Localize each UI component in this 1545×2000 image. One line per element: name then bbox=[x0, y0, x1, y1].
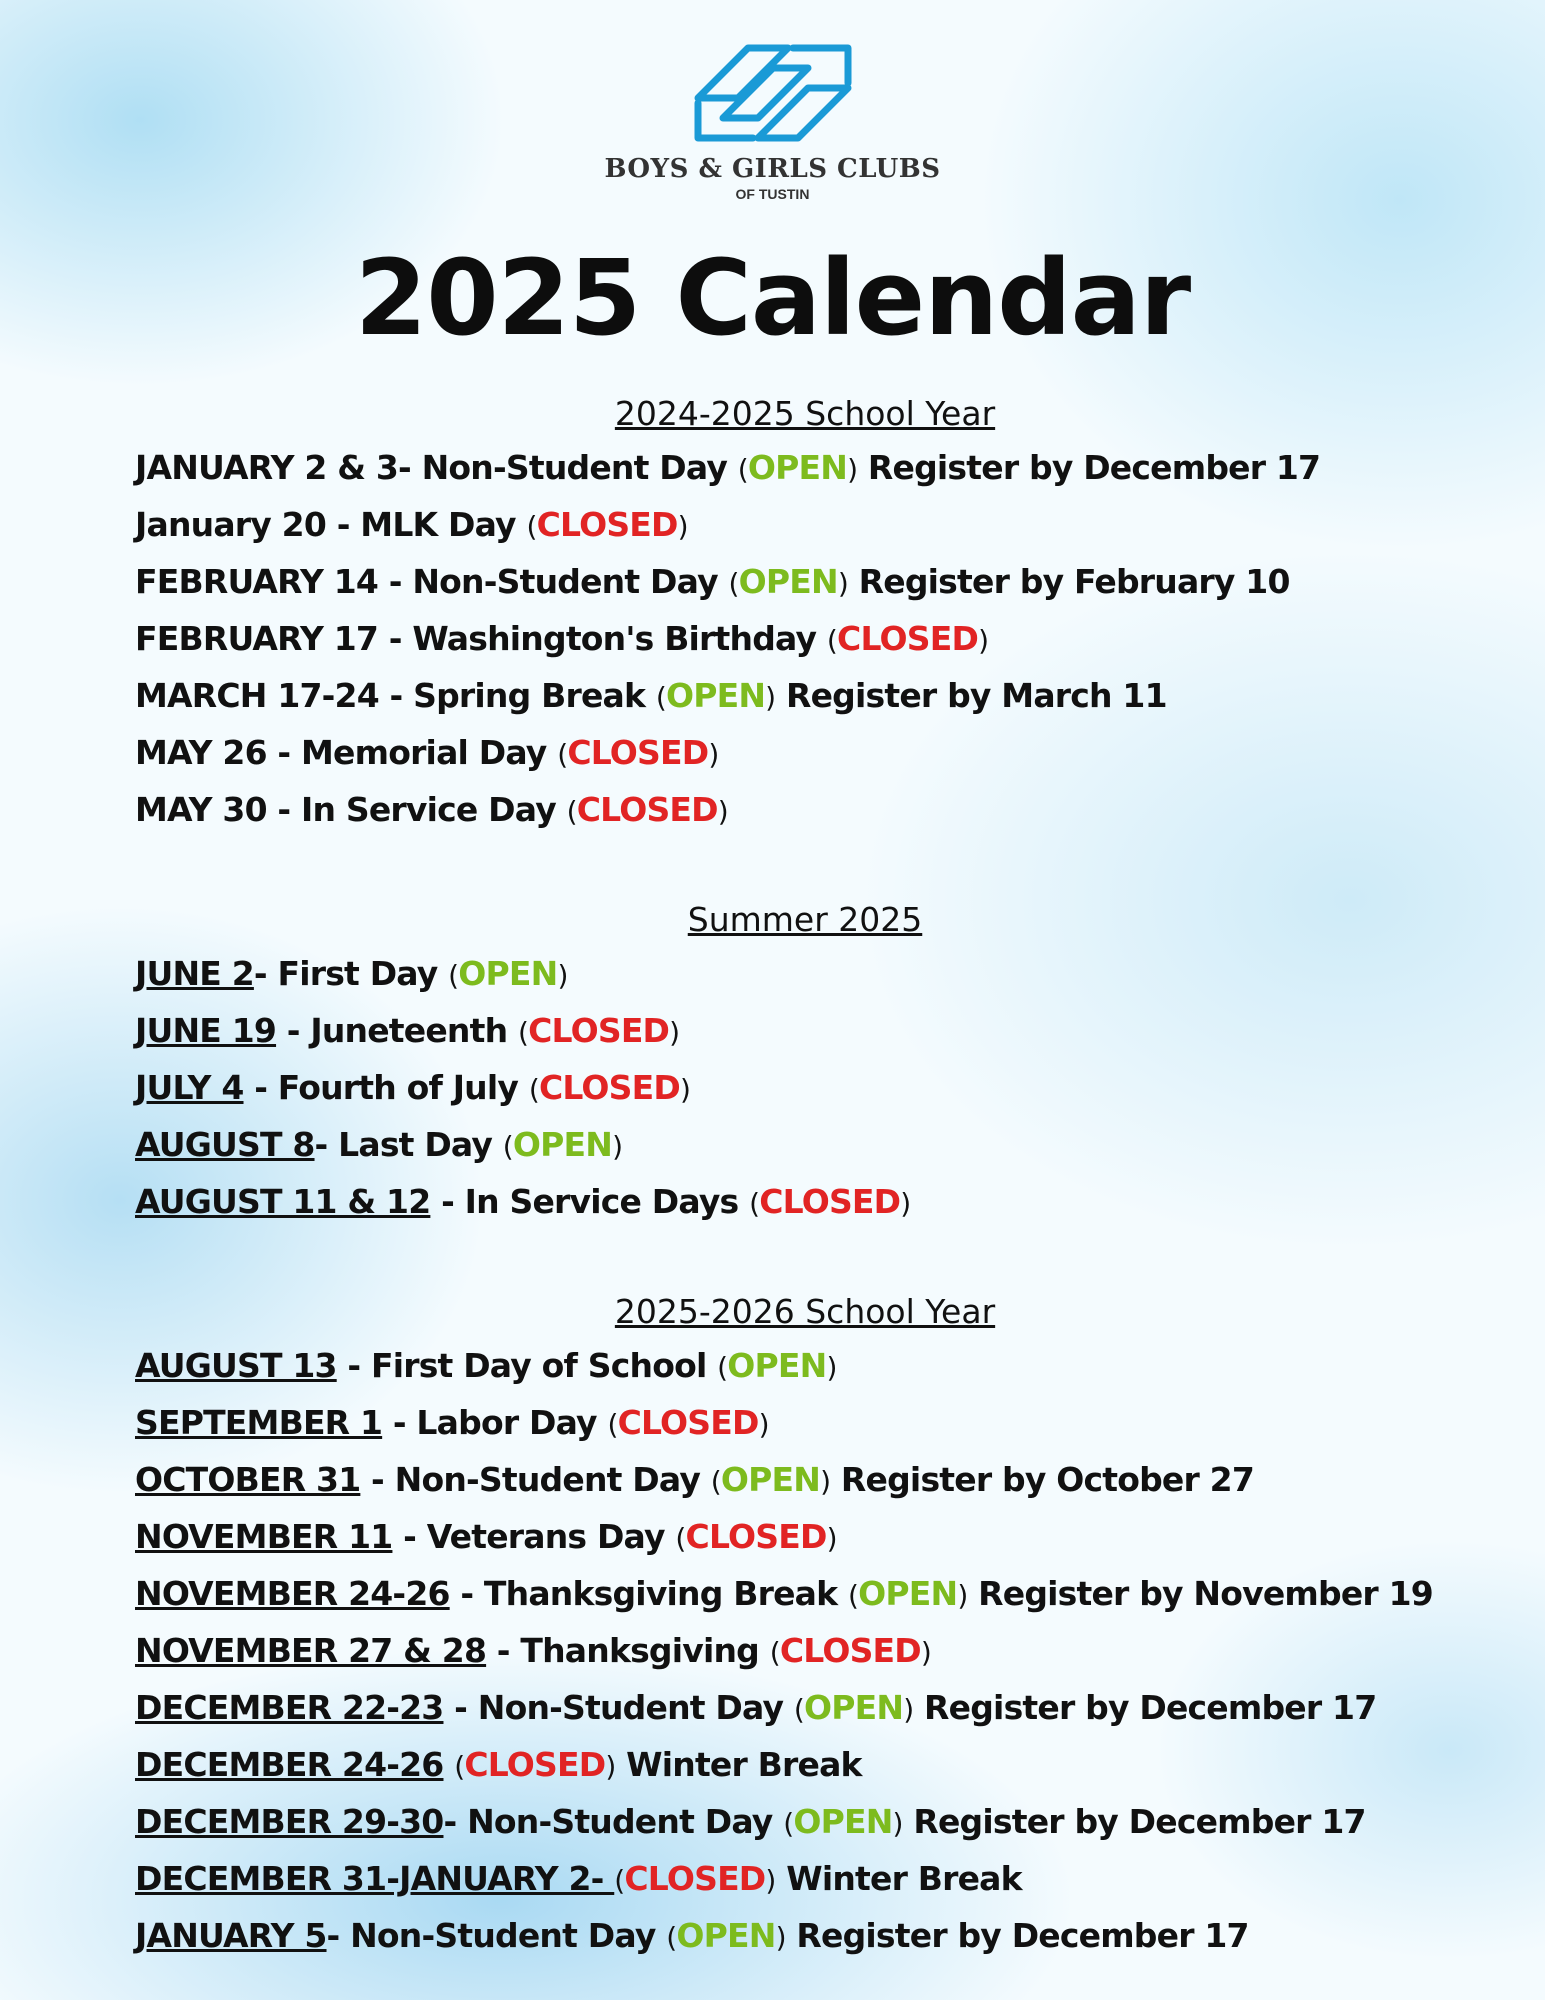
status-open-badge: OPEN bbox=[665, 676, 766, 715]
event-description: - Non-Student Day bbox=[378, 562, 718, 601]
status-closed-badge: CLOSED bbox=[567, 733, 709, 772]
calendar-event-row: NOVEMBER 24-26 - Thanksgiving Break (OPEN) Register by November 19 bbox=[135, 1574, 1433, 1613]
event-note: Register by March 11 bbox=[775, 676, 1167, 715]
event-date: NOVEMBER 27 & 28 bbox=[135, 1631, 487, 1670]
calendar-event-row: DECEMBER 31-JANUARY 2- (CLOSED) Winter Break bbox=[135, 1859, 1022, 1898]
event-date: NOVEMBER 11 bbox=[135, 1517, 393, 1556]
event-date: OCTOBER 31 bbox=[135, 1460, 361, 1499]
event-date: AUGUST 13 bbox=[135, 1346, 337, 1385]
event-date: DECEMBER 22-23 bbox=[135, 1688, 444, 1727]
status-open-badge: OPEN bbox=[727, 1346, 827, 1385]
calendar-event-row: DECEMBER 29-30- Non-Student Day (OPEN) Register by December 17 bbox=[135, 1802, 1366, 1841]
event-note: Register by December 17 bbox=[902, 1802, 1366, 1841]
status-open-badge: OPEN bbox=[793, 1802, 893, 1841]
event-description: - In Service Day bbox=[266, 790, 556, 829]
event-description: - Thanksgiving Break bbox=[449, 1574, 838, 1613]
status-closed-badge: CLOSED bbox=[536, 505, 678, 544]
event-description: - Memorial Day bbox=[266, 733, 547, 772]
calendar-event-row: SEPTEMBER 1 - Labor Day (CLOSED) bbox=[135, 1403, 769, 1442]
calendar-event-row: JANUARY 5- Non-Student Day (OPEN) Register by December 17 bbox=[135, 1916, 1249, 1955]
section-heading: Summer 2025 bbox=[687, 900, 923, 939]
org-logo bbox=[0, 38, 1545, 202]
calendar-event-row: MAY 30 - In Service Day (CLOSED) bbox=[135, 790, 728, 829]
calendar-event-row: FEBRUARY 14 - Non-Student Day (OPEN) Register by February 10 bbox=[135, 562, 1290, 601]
section-spacer bbox=[135, 839, 1515, 894]
section-heading: 2025-2026 School Year bbox=[614, 1292, 996, 1331]
status-closed-badge: CLOSED bbox=[759, 1182, 901, 1221]
event-description: - Thanksgiving bbox=[486, 1631, 760, 1670]
status-open-badge: OPEN bbox=[747, 448, 848, 487]
event-date: JULY 4 bbox=[135, 1068, 244, 1107]
section-heading: 2024-2025 School Year bbox=[614, 394, 996, 433]
status-open-badge: OPEN bbox=[858, 1574, 958, 1613]
event-description bbox=[443, 1745, 454, 1784]
event-date: DECEMBER 29-30 bbox=[135, 1802, 444, 1841]
calendar-event-row: NOVEMBER 27 & 28 - Thanksgiving (CLOSED) bbox=[135, 1631, 931, 1670]
status-open-badge: OPEN bbox=[458, 954, 558, 993]
event-date: DECEMBER 24-26 bbox=[135, 1745, 444, 1784]
event-note: Register by February 10 bbox=[847, 562, 1290, 601]
event-date: January 20 bbox=[135, 505, 326, 544]
status-closed-badge: CLOSED bbox=[576, 790, 718, 829]
calendar-event-row: AUGUST 11 & 12 - In Service Days (CLOSED) bbox=[135, 1182, 911, 1221]
calendar-event-row: MARCH 17-24 - Spring Break (OPEN) Register by March 11 bbox=[135, 676, 1167, 715]
status-closed-badge: CLOSED bbox=[685, 1517, 827, 1556]
event-description: - Fourth of July bbox=[243, 1068, 519, 1107]
calendar-event-row: AUGUST 8- Last Day (OPEN) bbox=[135, 1125, 623, 1164]
event-description: - Veterans Day bbox=[392, 1517, 665, 1556]
calendar-event-row: DECEMBER 24-26 (CLOSED) Winter Break bbox=[135, 1745, 862, 1784]
calendar-content bbox=[135, 388, 1515, 1965]
calendar-event-row: JULY 4 - Fourth of July (CLOSED) bbox=[135, 1068, 691, 1107]
event-description: - Non-Student Day bbox=[398, 448, 728, 487]
status-open-badge: OPEN bbox=[512, 1125, 613, 1164]
event-description: - MLK Day bbox=[326, 505, 516, 544]
event-date: FEBRUARY 17 bbox=[135, 619, 379, 658]
event-date: JANUARY 2 & 3 bbox=[135, 448, 399, 487]
calendar-event-row: DECEMBER 22-23 - Non-Student Day (OPEN) Register by December 17 bbox=[135, 1688, 1377, 1727]
event-date: AUGUST 8 bbox=[135, 1125, 315, 1164]
event-note: Register by November 19 bbox=[967, 1574, 1433, 1613]
event-date: SEPTEMBER 1 bbox=[135, 1403, 383, 1442]
event-date: JANUARY 5 bbox=[135, 1916, 327, 1955]
event-description: - Spring Break bbox=[378, 676, 646, 715]
event-date: MARCH 17-24 bbox=[135, 676, 379, 715]
event-description: - First Day of School bbox=[336, 1346, 707, 1385]
calendar-event-row: MAY 26 - Memorial Day (CLOSED) bbox=[135, 733, 719, 772]
event-date: FEBRUARY 14 bbox=[135, 562, 379, 601]
calendar-event-row: JUNE 19 - Juneteenth (CLOSED) bbox=[135, 1011, 680, 1050]
status-open-badge: OPEN bbox=[720, 1460, 821, 1499]
calendar-event-row: FEBRUARY 17 - Washington's Birthday (CLOSED) bbox=[135, 619, 989, 658]
event-description: - Non-Student Day bbox=[443, 1802, 773, 1841]
event-description: - Juneteenth bbox=[276, 1011, 508, 1050]
page-title: 2025 Calendar bbox=[354, 237, 1191, 359]
status-open-badge: OPEN bbox=[676, 1916, 776, 1955]
status-closed-badge: CLOSED bbox=[528, 1011, 670, 1050]
event-note: Winter Break bbox=[615, 1745, 862, 1784]
status-closed-badge: CLOSED bbox=[624, 1859, 766, 1898]
event-description: - In Service Days bbox=[430, 1182, 739, 1221]
event-note: Winter Break bbox=[775, 1859, 1022, 1898]
event-date: AUGUST 11 & 12 bbox=[135, 1182, 431, 1221]
event-date: MAY 30 bbox=[135, 790, 267, 829]
event-description: - Non-Student Day bbox=[360, 1460, 701, 1499]
event-description: - Washington's Birthday bbox=[378, 619, 817, 658]
event-date: JUNE 19 bbox=[135, 1011, 277, 1050]
status-closed-badge: CLOSED bbox=[617, 1403, 759, 1442]
event-description: - Labor Day bbox=[382, 1403, 597, 1442]
status-open-badge: OPEN bbox=[738, 562, 838, 601]
calendar-event-row: AUGUST 13 - First Day of School (OPEN) bbox=[135, 1346, 837, 1385]
calendar-event-row: OCTOBER 31 - Non-Student Day (OPEN) Register by October 27 bbox=[135, 1460, 1254, 1499]
status-closed-badge: CLOSED bbox=[779, 1631, 921, 1670]
status-open-badge: OPEN bbox=[804, 1688, 904, 1727]
status-closed-badge: CLOSED bbox=[837, 619, 979, 658]
event-description: - Non-Student Day bbox=[326, 1916, 656, 1955]
org-subtitle: OF TUSTIN bbox=[735, 186, 810, 202]
event-note: Register by October 27 bbox=[830, 1460, 1254, 1499]
status-closed-badge: CLOSED bbox=[538, 1068, 680, 1107]
event-note: Register by December 17 bbox=[913, 1688, 1377, 1727]
org-name: BOYS & GIRLS CLUBS bbox=[604, 154, 941, 184]
event-note: Register by December 17 bbox=[857, 448, 1321, 487]
calendar-event-row: NOVEMBER 11 - Veterans Day (CLOSED) bbox=[135, 1517, 837, 1556]
event-description: - First Day bbox=[253, 954, 438, 993]
status-closed-badge: CLOSED bbox=[464, 1745, 606, 1784]
event-date: JUNE 2 bbox=[135, 954, 254, 993]
clasped-hands-icon bbox=[678, 38, 868, 148]
event-date: DECEMBER 31-JANUARY 2- bbox=[135, 1859, 615, 1898]
calendar-event-row: JANUARY 2 & 3- Non-Student Day (OPEN) Register by December 17 bbox=[135, 448, 1321, 487]
section-spacer bbox=[135, 1231, 1515, 1286]
event-date: NOVEMBER 24-26 bbox=[135, 1574, 450, 1613]
event-date: MAY 26 bbox=[135, 733, 267, 772]
event-note: Register by December 17 bbox=[785, 1916, 1249, 1955]
calendar-event-row: January 20 - MLK Day (CLOSED) bbox=[135, 505, 688, 544]
event-description: - Non-Student Day bbox=[443, 1688, 784, 1727]
event-description: - Last Day bbox=[314, 1125, 493, 1164]
calendar-event-row: JUNE 2- First Day (OPEN) bbox=[135, 954, 568, 993]
